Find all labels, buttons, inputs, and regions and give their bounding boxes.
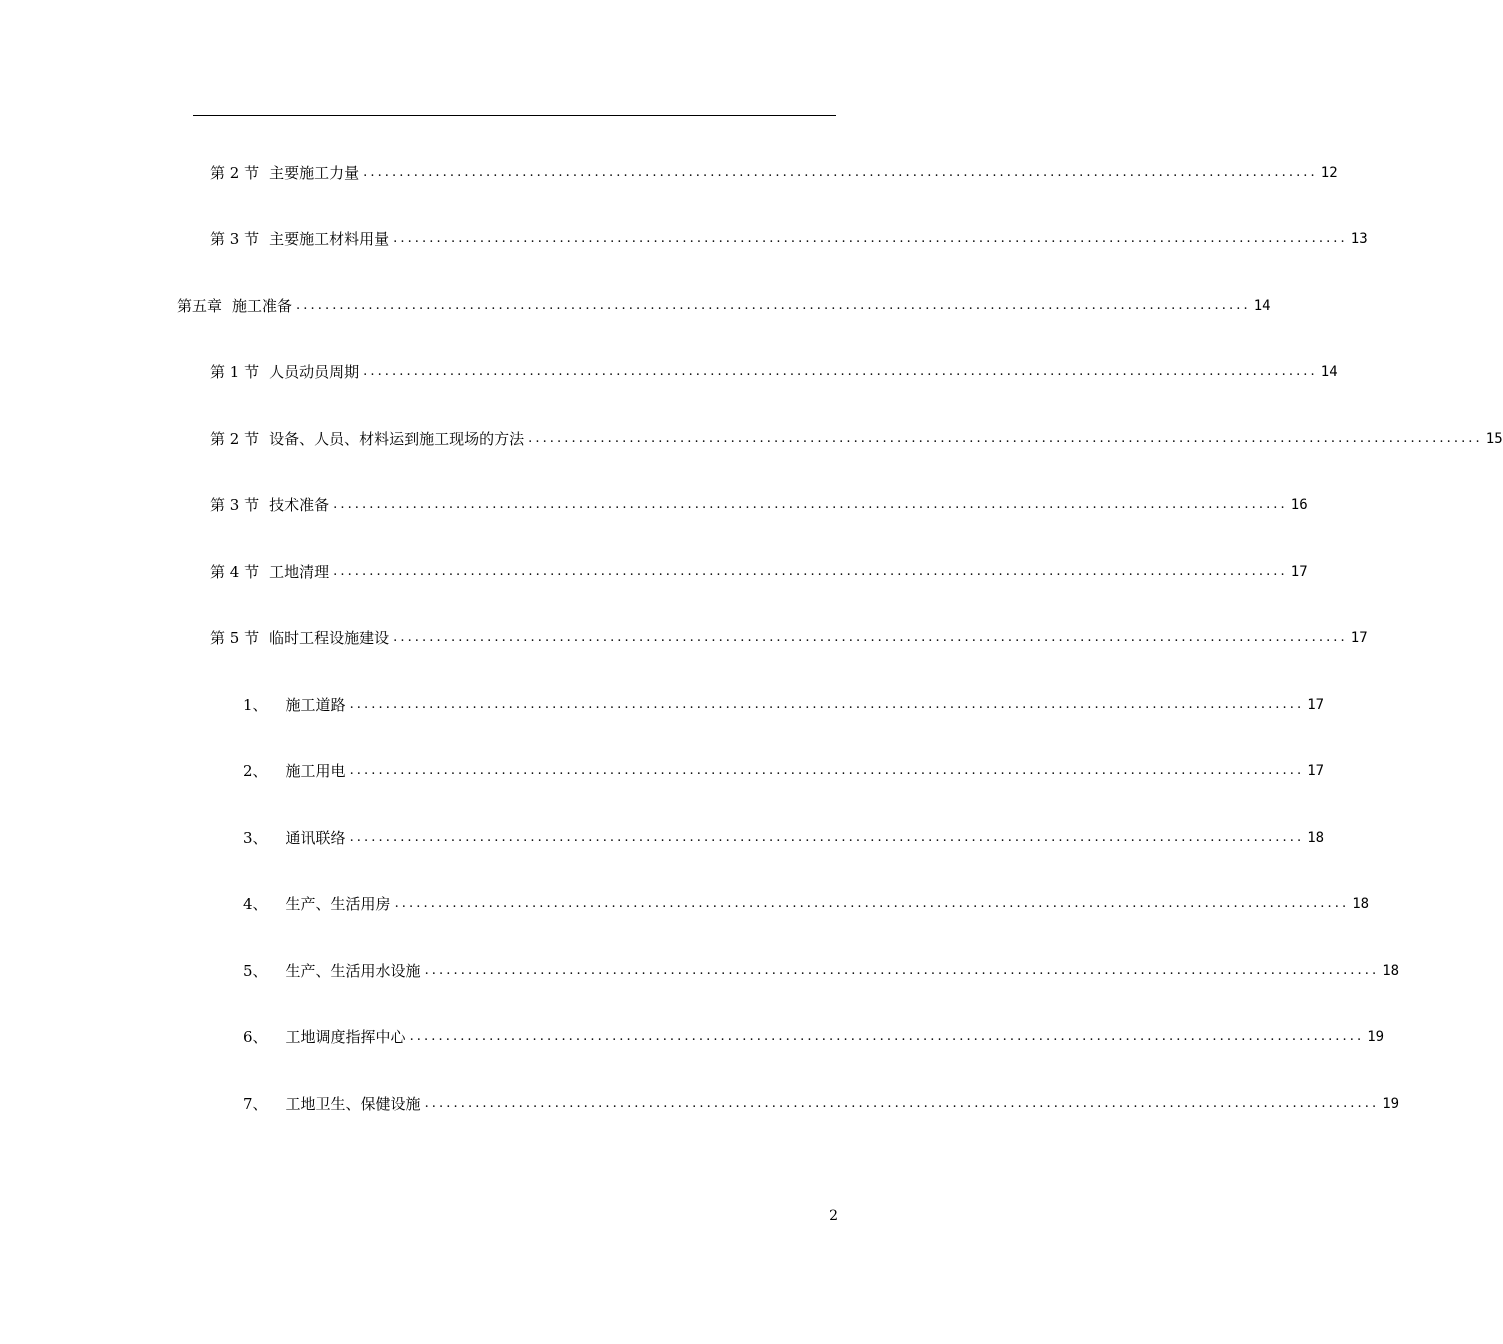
toc-entry[interactable]: [210, 561, 1308, 583]
toc-entry-title: 通讯联络: [285, 829, 346, 847]
footer-page-number: 2: [829, 1208, 838, 1224]
toc-entry-number: 第 3 节: [210, 496, 260, 514]
header-rule: [193, 115, 836, 116]
toc-entry-title: 临时工程设施建设: [269, 629, 390, 647]
dot-leader: ....................................................................................................................................: [333, 564, 1288, 579]
toc-entry[interactable]: [243, 893, 1370, 915]
dot-leader: ....................................................................................................................................: [409, 1029, 1365, 1044]
toc-entry-page: 15: [1485, 431, 1503, 447]
toc-entry-title: 施工道路: [285, 696, 346, 714]
toc-entry-page: 17: [1307, 763, 1325, 779]
dot-leader: ....................................................................................................................................: [349, 697, 1305, 712]
toc-entry-number: 第 2 节: [210, 164, 260, 182]
toc-entry-page: 13: [1350, 231, 1368, 247]
toc-entry-page: 16: [1290, 497, 1308, 513]
toc-entry-number: 1、: [243, 696, 268, 714]
toc-entry-page: 14: [1253, 298, 1271, 314]
dot-leader: ....................................................................................................................................: [393, 231, 1348, 246]
toc-entry-title: 工地卫生、保健设施: [285, 1095, 421, 1113]
dot-leader: ....................................................................................................................................: [296, 298, 1251, 313]
toc-entry-page: 17: [1350, 630, 1368, 646]
toc-entry[interactable]: [243, 827, 1325, 849]
toc-entry-number: 第 1 节: [210, 363, 260, 381]
toc-entry[interactable]: [177, 295, 1271, 317]
toc-entry-page: 18: [1307, 830, 1325, 846]
toc-entry-title: 生产、生活用房: [285, 895, 391, 913]
toc-entry[interactable]: [243, 960, 1400, 982]
toc-entry-title: 施工用电: [285, 762, 346, 780]
toc-entry[interactable]: [243, 1093, 1400, 1115]
toc-entry-number: 4、: [243, 895, 268, 913]
toc-entry[interactable]: [210, 494, 1308, 516]
toc-entry-title: 技术准备: [269, 496, 330, 514]
toc-entry-title: 主要施工材料用量: [269, 230, 390, 248]
toc-entry-title: 人员动员周期: [269, 363, 360, 381]
toc-entry-title: 施工准备: [232, 297, 293, 315]
toc-entry-number: 第五章: [177, 297, 223, 315]
toc-entry-number: 6、: [243, 1028, 268, 1046]
dot-leader: ....................................................................................................................................: [394, 896, 1350, 911]
toc-entry-page: 18: [1382, 963, 1400, 979]
toc-entry[interactable]: [210, 361, 1338, 383]
toc-entry-page: 17: [1290, 564, 1308, 580]
toc-entry-number: 第 2 节: [210, 430, 260, 448]
toc-entry-title: 工地调度指挥中心: [285, 1028, 406, 1046]
toc-entry-title: 生产、生活用水设施: [285, 962, 421, 980]
toc-entry[interactable]: [210, 627, 1368, 649]
toc-entry-number: 3、: [243, 829, 268, 847]
toc-entry[interactable]: [243, 1026, 1385, 1048]
dot-leader: ....................................................................................................................................: [363, 165, 1318, 180]
toc-entry-page: 14: [1320, 364, 1338, 380]
toc-entry-title: 主要施工力量: [269, 164, 360, 182]
toc-entry-number: 5、: [243, 962, 268, 980]
dot-leader: ....................................................................................................................................: [349, 830, 1305, 845]
dot-leader: ....................................................................................................................................: [528, 431, 1483, 446]
toc-entry[interactable]: [243, 694, 1325, 716]
toc-entry-page: 18: [1352, 896, 1370, 912]
toc-entry-number: 2、: [243, 762, 268, 780]
toc-entry[interactable]: [210, 162, 1338, 184]
dot-leader: ....................................................................................................................................: [393, 630, 1348, 645]
toc-entry-number: 第 5 节: [210, 629, 260, 647]
toc-entry-page: 19: [1367, 1029, 1385, 1045]
toc-entry[interactable]: [243, 760, 1325, 782]
dot-leader: ....................................................................................................................................: [333, 497, 1288, 512]
toc-entry-title: 工地清理: [269, 563, 330, 581]
toc-entry-page: 19: [1382, 1096, 1400, 1112]
dot-leader: ....................................................................................................................................: [424, 1096, 1380, 1111]
dot-leader: ....................................................................................................................................: [349, 763, 1305, 778]
dot-leader: ....................................................................................................................................: [363, 364, 1318, 379]
toc-entry-number: 7、: [243, 1095, 268, 1113]
toc-entry[interactable]: [210, 428, 1503, 450]
toc-entry-number: 第 4 节: [210, 563, 260, 581]
toc-entry-page: 17: [1307, 697, 1325, 713]
toc-entry-title: 设备、人员、材料运到施工现场的方法: [269, 430, 525, 448]
dot-leader: ....................................................................................................................................: [424, 963, 1380, 978]
toc-entry[interactable]: [210, 228, 1368, 250]
toc-entry-page: 12: [1320, 165, 1338, 181]
toc-entry-number: 第 3 节: [210, 230, 260, 248]
